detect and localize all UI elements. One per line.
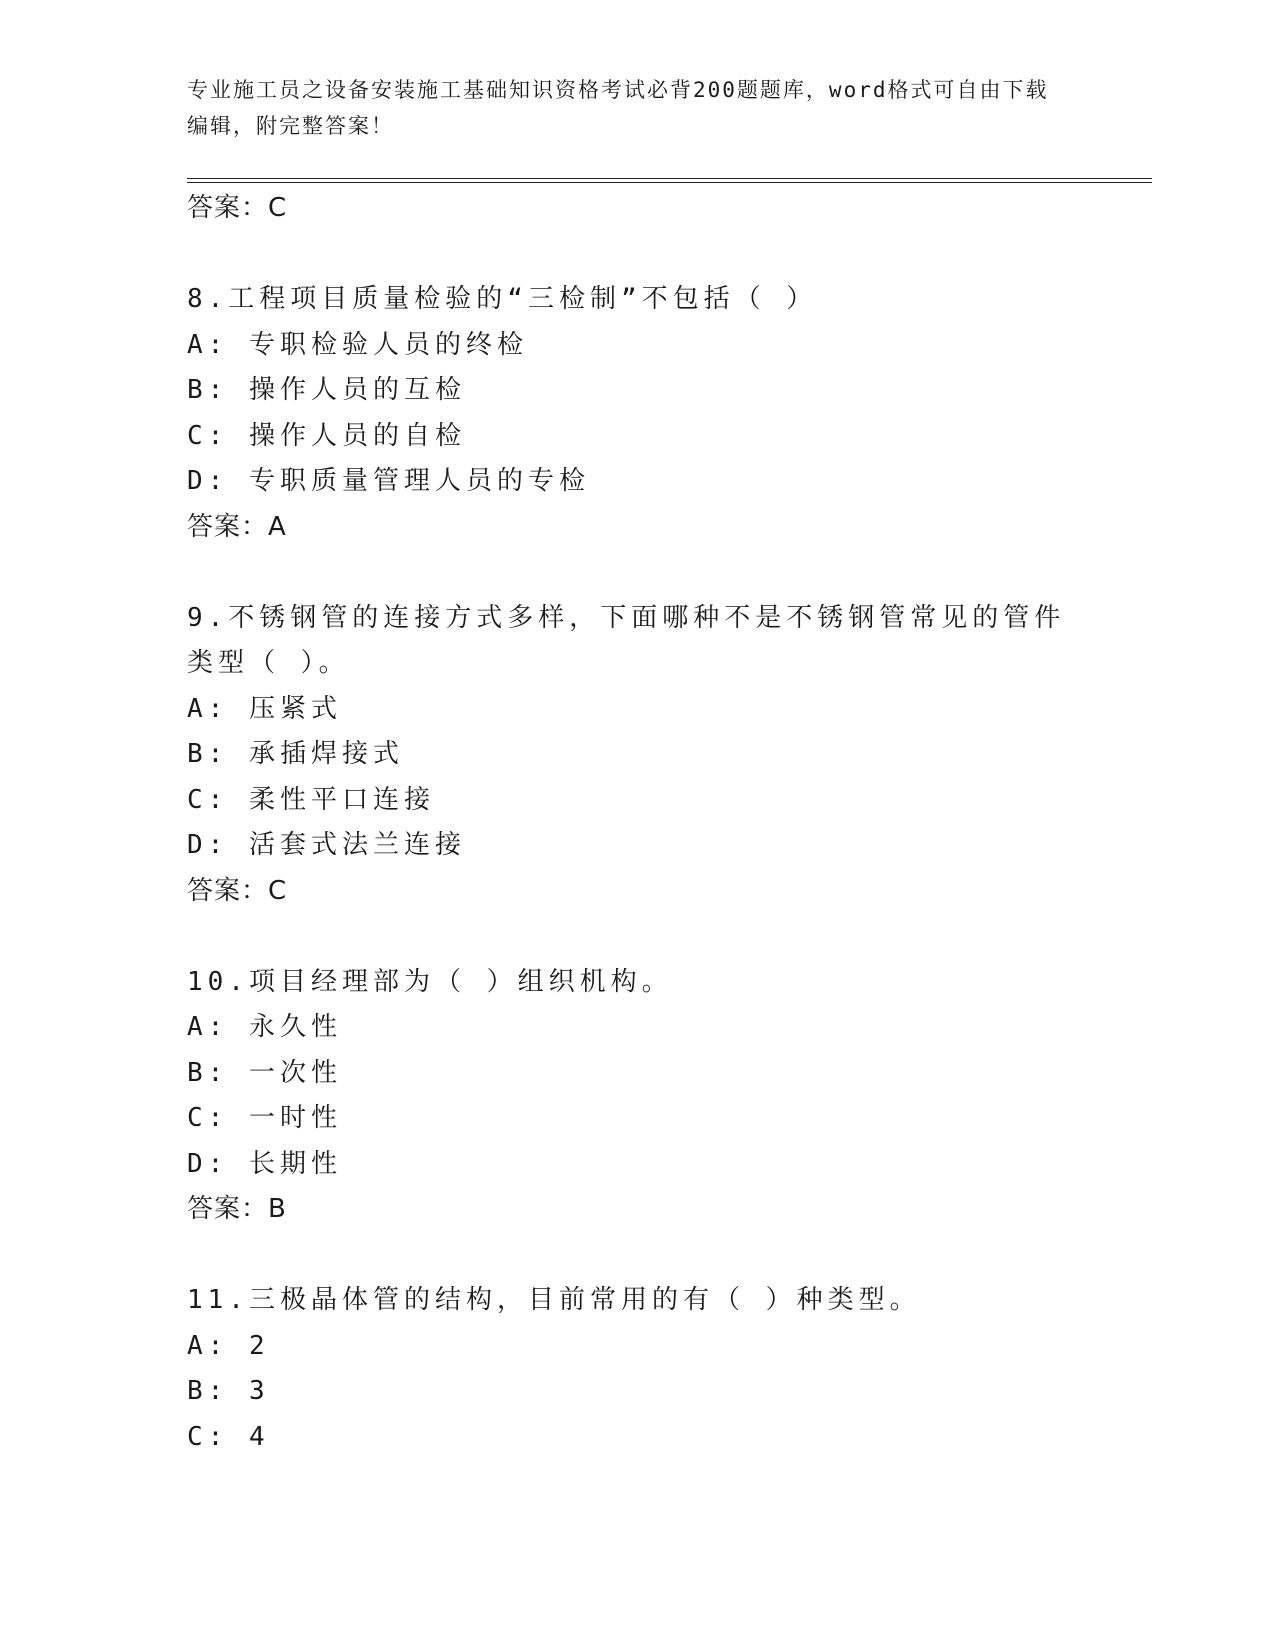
question-11 xyxy=(187,1278,1087,1460)
spacer xyxy=(187,232,1087,278)
question-stem: 9.不锈钢管的连接方式多样，下面哪种不是不锈钢管常见的管件类型（ ）。 xyxy=(187,602,1066,678)
spacer xyxy=(187,1233,1087,1279)
option-a: A: 永久性 xyxy=(187,1012,342,1042)
question-9 xyxy=(187,596,1087,915)
spacer xyxy=(187,550,1087,596)
option-c: C: 4 xyxy=(187,1421,270,1452)
option-b: B: 3 xyxy=(187,1376,270,1406)
option-c: C: 操作人员的自检 xyxy=(187,420,466,451)
question-stem: 10.项目经理部为（ ）组织机构。 xyxy=(187,966,673,997)
header-divider-top xyxy=(187,178,1152,179)
question-list xyxy=(187,186,1087,1460)
question-stem: 11.三极晶体管的结构，目前常用的有（ ）种类型。 xyxy=(187,1285,921,1315)
option-a: A: 压紧式 xyxy=(187,693,342,724)
question-10 xyxy=(187,960,1087,1233)
answer: 答案：A xyxy=(187,511,287,542)
option-c: C: 一时性 xyxy=(187,1103,342,1133)
option-b: B: 承插焊接式 xyxy=(187,739,404,769)
spacer xyxy=(187,914,1087,960)
option-d: D: 长期性 xyxy=(187,1148,342,1179)
header-divider-bottom xyxy=(187,182,1152,183)
option-d: D: 活套式法兰连接 xyxy=(187,830,466,860)
previous-answer: 答案：C xyxy=(187,193,288,223)
question-stem: 8.工程项目质量检验的“三检制”不包括（ ） xyxy=(187,284,818,314)
answer: 答案：C xyxy=(187,875,288,906)
answer: 答案：B xyxy=(187,1194,287,1224)
option-a: A: 专职检验人员的终检 xyxy=(187,329,528,360)
question-8 xyxy=(187,277,1087,550)
option-c: C: 柔性平口连接 xyxy=(187,784,435,815)
option-b: B: 一次性 xyxy=(187,1057,342,1088)
option-b: B: 操作人员的互检 xyxy=(187,375,466,405)
option-a: A: 2 xyxy=(187,1330,270,1361)
document-header: 专业施工员之设备安装施工基础知识资格考试必背200题题库，word格式可自由下载编辑，附完整答案！ xyxy=(187,78,1049,138)
option-d: D: 专职质量管理人员的专检 xyxy=(187,466,590,496)
